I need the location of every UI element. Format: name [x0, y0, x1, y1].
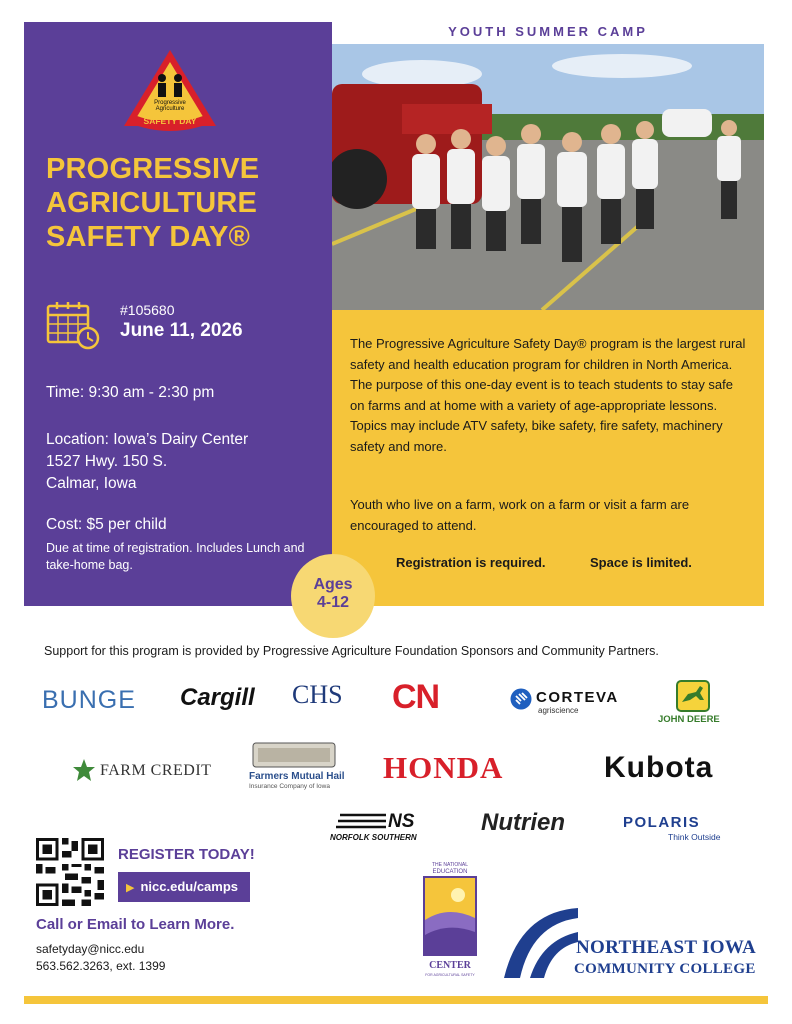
corteva-logo: CORTEVA [536, 689, 619, 706]
norfolk-southern-stripes-icon [336, 812, 388, 832]
ages-badge [291, 554, 375, 638]
program-description: The Progressive Agriculture Safety Day® program is the largest rural safety and health education program for children in North America. The purpose of this one-day event is to teach students to stay safe on farms and at home with a variety of age-appropriate lessons. Topics may include ATV safety, bike safety, fire safety, machinery safety and more. [350, 336, 746, 454]
farm-credit-leaf-icon [72, 758, 96, 784]
event-number: #105680 [120, 302, 175, 318]
event-title-line: PROGRESSIVE [46, 153, 260, 185]
event-title-line: SAFETY DAY® [46, 221, 251, 253]
contact-email[interactable]: safetyday@nicc.edu [36, 942, 145, 956]
register-heading: REGISTER TODAY! [118, 846, 255, 863]
logo-banner: SAFETY DAY [143, 116, 197, 126]
nicc-arch-logo [500, 904, 580, 980]
location-line: Location: Iowa’s Dairy Center [46, 431, 249, 448]
nec-bottom: CENTER [429, 960, 471, 971]
chs-logo: CHS [292, 680, 343, 709]
event-cost: Cost: $5 per child [46, 516, 167, 533]
event-photo [332, 44, 764, 310]
john-deere-deer-icon [676, 680, 710, 712]
event-date: June 11, 2026 [120, 320, 243, 341]
cargill-logo: Cargill [180, 684, 255, 711]
bunge-logo: BUNGE [42, 686, 136, 714]
norfolk-southern-logo: NS [388, 811, 415, 832]
polaris-logo: POLARIS [623, 814, 701, 831]
registration-required: Registration is required. [396, 555, 546, 570]
corteva-mark-icon [510, 688, 532, 710]
logo-line1: Progressive [154, 100, 186, 106]
polaris-tagline: Think Outside [668, 832, 721, 842]
calendar-icon [46, 300, 100, 350]
description-panel [332, 310, 764, 606]
contact-phone[interactable]: 563.562.3263, ext. 1399 [36, 959, 166, 973]
support-text: Support for this program is provided by Progressive Agriculture Foundation Sponsors and Community Partners. [44, 644, 659, 658]
ages-range: 4-12 [316, 594, 350, 611]
norfolk-southern-subtitle: NORFOLK SOUTHERN [330, 833, 417, 842]
logo-line2: Agriculture [155, 106, 185, 112]
camp-label: YOUTH SUMMER CAMP [448, 24, 648, 39]
farm-credit-logo: FARM CREDIT [100, 762, 212, 779]
attendance-note: Youth who live on a farm, work on a farm or visit a farm are encouraged to attend. [350, 497, 690, 533]
college-name-line2: COMMUNITY COLLEGE [574, 961, 756, 977]
national-education-center-logo [418, 860, 482, 978]
location-line: 1527 Hwy. 150 S. [46, 453, 168, 470]
cn-logo: CN [392, 678, 440, 716]
farmers-mutual-hail-subtitle: Insurance Company of Iowa [249, 783, 330, 790]
farmers-mutual-hail-emblem [252, 742, 336, 768]
event-title-line: AGRICULTURE [46, 187, 258, 219]
nec-top-line2: EDUCATION [432, 869, 468, 875]
register-link-button[interactable] [118, 872, 250, 902]
cost-note: Due at time of registration. Includes Lunch and take-home bag. [46, 541, 305, 572]
event-location [46, 429, 248, 495]
kubota-logo: Kubota [604, 751, 714, 784]
event-info-panel [24, 22, 332, 606]
event-title [46, 152, 326, 254]
location-line: Calmar, Iowa [46, 475, 137, 492]
farmers-mutual-hail-logo: Farmers Mutual Hail [249, 771, 345, 782]
space-limited: Space is limited. [590, 555, 692, 570]
register-url: nicc.edu/camps [140, 879, 239, 894]
john-deere-logo: JOHN DEERE [658, 714, 720, 725]
bottom-accent-bar [24, 996, 768, 1004]
nec-small: FOR AGRICULTURAL SAFETY [425, 973, 475, 977]
corteva-subtitle: agriscience [538, 706, 579, 715]
ages-label: Ages [313, 576, 353, 593]
qr-code-icon[interactable] [36, 838, 104, 906]
event-time: Time: 9:30 am - 2:30 pm [46, 384, 215, 401]
nec-top-line1: THE NATIONAL [431, 862, 469, 868]
contact-heading: Call or Email to Learn More. [36, 916, 235, 933]
nutrien-logo: Nutrien [481, 809, 565, 836]
college-name-line1: NORTHEAST IOWA [576, 937, 757, 958]
honda-logo: HONDA [383, 750, 504, 785]
play-arrow-icon: ▶ [126, 882, 135, 894]
safety-day-logo [122, 48, 218, 132]
